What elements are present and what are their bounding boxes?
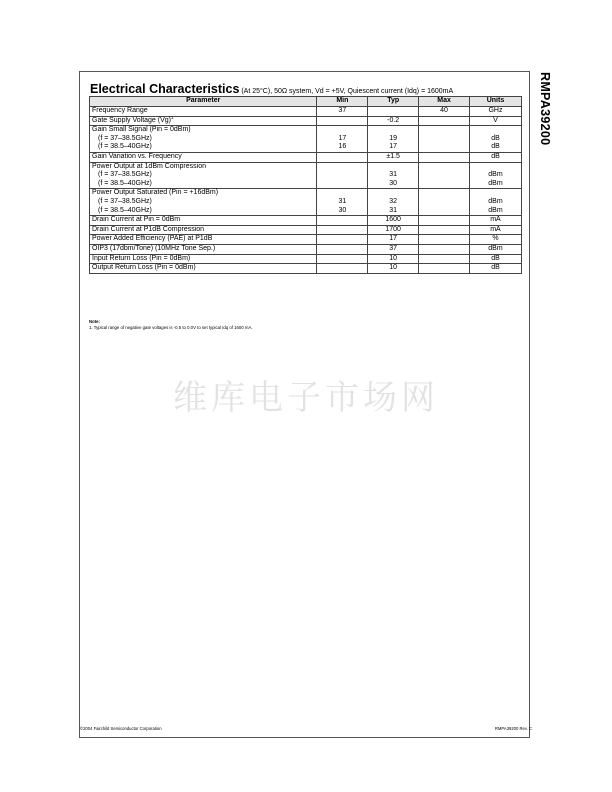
cell-text: (f = 38.5–40GHz) [98, 143, 152, 151]
cell-text [421, 226, 467, 235]
cell-min [317, 254, 368, 264]
cell-units [469, 225, 521, 235]
table-row [90, 235, 522, 245]
cell-text: OIP3 (17dbm/Tone) (10MHz Tone Sep.) [92, 244, 216, 252]
cell-max [419, 152, 470, 162]
cell-text: (f = 38.5–40GHz) [98, 206, 152, 214]
cell-units [469, 216, 521, 226]
cell-min [317, 235, 368, 245]
cell-parameter [90, 162, 317, 189]
cell-text [421, 198, 467, 207]
cell-text [319, 117, 365, 126]
cell-text [319, 226, 365, 235]
cell-text [319, 255, 365, 264]
cell-min [317, 107, 368, 117]
cell-typ [368, 152, 419, 162]
table-row [90, 152, 522, 162]
cell-parameter [90, 126, 317, 153]
cell-text [421, 117, 467, 126]
cell-text: dBm [488, 206, 503, 214]
cell-typ [368, 107, 419, 117]
cell-text [421, 235, 467, 244]
cell-parameter [90, 216, 317, 226]
cell-text: (f = 37–38.5GHz) [98, 197, 152, 205]
cell-text [421, 207, 467, 216]
header-parameter: Parameter [90, 97, 317, 107]
cell-text: Gain Small Signal (Pin = 0dBm) [92, 126, 191, 134]
cell-text: 31 [338, 197, 347, 205]
cell-text [319, 264, 365, 273]
table-row [90, 107, 522, 117]
cell-text: 30 [338, 206, 347, 214]
cell-text: dB [491, 152, 500, 160]
cell-max [419, 254, 470, 264]
cell-units [469, 189, 521, 216]
cell-parameter [90, 152, 317, 162]
cell-text: dBm [488, 197, 503, 205]
cell-text: mA [490, 216, 501, 224]
cell-text [421, 180, 467, 189]
cell-min [317, 264, 368, 274]
cell-text [421, 153, 467, 162]
cell-text: 16 [338, 143, 347, 151]
cell-text: 17 [389, 143, 398, 151]
cell-typ [368, 126, 419, 153]
cell-text: Power Output Saturated (Pin = +16dBm) [92, 189, 219, 197]
cell-text: 10 [389, 264, 398, 272]
cell-max [419, 116, 470, 126]
cell-parameter [90, 235, 317, 245]
cell-text: 1600 [385, 216, 401, 224]
cell-typ [368, 216, 419, 226]
cell-text: Drain Current at P1dB Compression [92, 225, 205, 233]
cell-text: -0.2 [387, 116, 400, 124]
cell-text: Output Return Loss (Pin = 0dBm) [92, 264, 196, 272]
footnote-marker: 1 [171, 114, 174, 120]
note-block [89, 319, 253, 330]
table-row [90, 244, 522, 254]
table-row [90, 162, 522, 189]
cell-text: Power Added Efficiency (PAE) at P1dB [92, 235, 213, 243]
cell-text [421, 143, 467, 152]
cell-text: 1700 [385, 225, 401, 233]
cell-units [469, 162, 521, 189]
cell-text: 40 [440, 107, 448, 114]
cell-text: dB [491, 264, 500, 272]
cell-text: V [493, 116, 498, 124]
cell-max [419, 235, 470, 245]
table-row [90, 116, 522, 126]
cell-min [317, 126, 368, 153]
cell-parameter [90, 254, 317, 264]
cell-text [421, 135, 467, 144]
cell-min [317, 225, 368, 235]
section-title: Electrical Characteristics [90, 82, 240, 96]
cell-text [421, 216, 467, 225]
cell-text: GHz [488, 107, 503, 114]
cell-text [370, 107, 416, 116]
cell-typ [368, 254, 419, 264]
cell-max [419, 244, 470, 254]
cell-max [419, 216, 470, 226]
cell-text: dBm [488, 179, 503, 187]
cell-max [419, 162, 470, 189]
cell-typ [368, 189, 419, 216]
cell-text [319, 245, 365, 254]
note-text: 1. Typical range of negative gate voltages is -0.5 to 0.0V to set typical Idq of 1600 mA. [89, 324, 253, 330]
cell-units [469, 116, 521, 126]
part-number-vertical: RMPA39200 [538, 72, 552, 146]
cell-parameter [90, 116, 317, 126]
cell-max [419, 264, 470, 274]
cell-units [469, 244, 521, 254]
cell-text: dB [491, 134, 500, 142]
table-body [90, 107, 522, 274]
cell-typ [368, 235, 419, 245]
cell-units [469, 235, 521, 245]
cell-text: % [492, 235, 499, 243]
cell-typ [368, 244, 419, 254]
cell-max [419, 225, 470, 235]
cell-max [419, 189, 470, 216]
cell-text: Gain Variation vs. Frequency [92, 152, 182, 160]
cell-text: (f = 37–38.5GHz) [98, 171, 152, 179]
cell-text [319, 235, 365, 244]
cell-parameter [90, 225, 317, 235]
cell-text [421, 255, 467, 264]
table-row [90, 216, 522, 226]
watermark-text: 维库电子市场网 [173, 378, 439, 418]
cell-text: 10 [389, 254, 398, 262]
table-row [90, 189, 522, 216]
cell-parameter [90, 264, 317, 274]
cell-units [469, 264, 521, 274]
cell-text: Gate Supply Voltage (Vg) [92, 116, 171, 124]
cell-min [317, 244, 368, 254]
table-row [90, 225, 522, 235]
cell-parameter [90, 107, 317, 117]
cell-text: dBm [488, 171, 503, 179]
cell-text: (f = 38.5–40GHz) [98, 179, 152, 187]
cell-text [319, 153, 365, 162]
cell-min [317, 189, 368, 216]
cell-text [421, 171, 467, 180]
cell-min [317, 216, 368, 226]
cell-text: 37 [389, 244, 398, 252]
cell-text: 17 [389, 235, 398, 243]
cell-text: 31 [389, 171, 398, 179]
cell-units [469, 107, 521, 117]
cell-text: 17 [338, 134, 347, 142]
note-title: Note: [89, 319, 100, 324]
footer-revision: RMPA39200 Rev. C [494, 726, 532, 731]
cell-text: Power Output at 1dBm Compression [92, 162, 206, 170]
cell-typ [368, 225, 419, 235]
header-typ: Typ [368, 97, 419, 107]
cell-text: mA [490, 225, 501, 233]
cell-min [317, 152, 368, 162]
cell-text [421, 264, 467, 273]
table-row [90, 126, 522, 153]
cell-max [419, 126, 470, 153]
cell-parameter [90, 189, 317, 216]
cell-typ [368, 162, 419, 189]
cell-text: dB [491, 143, 500, 151]
cell-text: 30 [389, 179, 398, 187]
cell-text [421, 245, 467, 254]
header-max: Max [419, 97, 470, 107]
cell-max [419, 107, 470, 117]
test-conditions: (At 25°C), 50Ω system, Vd = +5V, Quiescent current (Idq) = 1600mA [239, 88, 454, 95]
cell-units [469, 126, 521, 153]
table-row [90, 264, 522, 274]
cell-text [319, 180, 365, 189]
cell-text: ±1.5 [386, 152, 400, 160]
cell-typ [368, 116, 419, 126]
cell-text: 32 [389, 197, 398, 205]
table-row [90, 254, 522, 264]
cell-typ [368, 264, 419, 274]
cell-text: 37 [338, 107, 347, 114]
cell-text: (f = 37–38.5GHz) [98, 134, 152, 142]
cell-text: dBm [488, 244, 503, 252]
cell-text [319, 171, 365, 180]
table-header-row [90, 97, 522, 107]
cell-text: 31 [389, 206, 398, 214]
cell-text: 19 [389, 134, 398, 142]
cell-units [469, 152, 521, 162]
cell-min [317, 116, 368, 126]
cell-units [469, 254, 521, 264]
cell-parameter [90, 244, 317, 254]
header-min: Min [317, 97, 368, 107]
cell-text [319, 216, 365, 225]
cell-text: Input Return Loss (Pin = 0dBm) [92, 254, 191, 262]
electrical-characteristics-table [89, 96, 522, 274]
header-units: Units [469, 97, 521, 107]
cell-text: Frequency Range [92, 107, 148, 114]
cell-min [317, 162, 368, 189]
cell-text: dB [491, 254, 500, 262]
footer-copyright: ©2004 Fairchild Semiconductor Corporation [80, 726, 162, 731]
cell-text: Drain Current at Pin = 0dBm [92, 216, 181, 224]
